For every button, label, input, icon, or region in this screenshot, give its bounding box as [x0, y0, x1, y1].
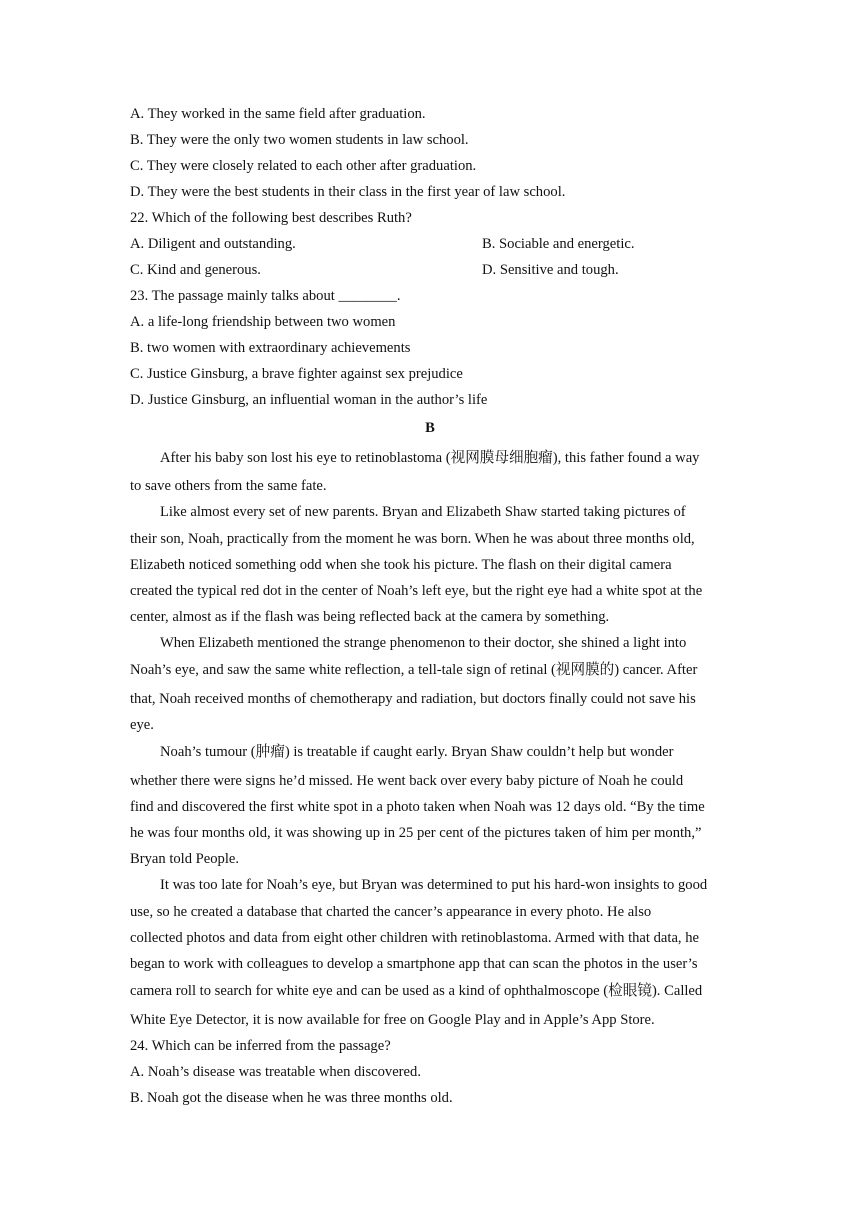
passage-line: to save others from the same fate. [130, 478, 327, 494]
passage-line: whether there were signs he’d missed. He went back over every baby picture of Noah he could [130, 773, 684, 789]
passage-line: eye. [130, 717, 154, 733]
passage-line: began to work with colleagues to develop a smartphone app that can scan the photos in the user’s [130, 956, 698, 972]
passage-line: created the typical red dot in the center of Noah’s left eye, but the right eye had a white spot at the [130, 583, 703, 599]
passage-line: camera roll to search for white eye and can be used as a kind of ophthalmoscope (检眼镜). Called [130, 983, 703, 999]
passage-line: collected photos and data from eight other children with retinoblastoma. Armed with that data, he [130, 930, 699, 946]
q24-option-b: B. Noah got the disease when he was three months old. [130, 1090, 453, 1106]
passage-line: their son, Noah, practically from the moment he was born. When he was about three months old, [130, 531, 695, 547]
q22-option-d: D. Sensitive and tough. [482, 262, 619, 278]
passage-line: find and discovered the first white spot in a photo taken when Noah was 12 days old. “By the time [130, 799, 705, 815]
q22-option-a: A. Diligent and outstanding. [130, 236, 296, 252]
q24-option-a: A. Noah’s disease was treatable when discovered. [130, 1064, 421, 1080]
q22-option-c: C. Kind and generous. [130, 262, 261, 278]
q23-option-b: B. two women with extraordinary achievements [130, 340, 411, 356]
passage-line: Noah’s eye, and saw the same white reflection, a tell-tale sign of retinal (视网膜的) cancer. After [130, 662, 698, 678]
q21-option-d: D. They were the best students in their class in the first year of law school. [130, 184, 566, 200]
q21-option-a: A. They worked in the same field after graduation. [130, 106, 426, 122]
passage-line: use, so he created a database that charted the cancer’s appearance in every photo. He also [130, 904, 652, 920]
passage-line: Bryan told People. [130, 851, 240, 867]
passage-line: Elizabeth noticed something odd when she took his picture. The flash on their digital camera [130, 557, 672, 573]
q22-option-b: B. Sociable and energetic. [482, 236, 635, 252]
passage-line: he was four months old, it was showing up in 25 per cent of the pictures taken of him per month,” [130, 825, 702, 841]
q23-question: 23. The passage mainly talks about ________. [130, 288, 401, 304]
passage-line: Noah’s tumour (肿瘤) is treatable if caught early. Bryan Shaw couldn’t help but wonder [160, 744, 674, 760]
q23-option-d: D. Justice Ginsburg, an influential woman in the author’s life [130, 392, 488, 408]
section-b-heading: B [425, 420, 435, 436]
passage-line: It was too late for Noah’s eye, but Bryan was determined to put his hard-won insights to good [160, 877, 708, 893]
passage-line: When Elizabeth mentioned the strange phenomenon to their doctor, she shined a light into [160, 635, 687, 651]
passage-line: Like almost every set of new parents. Bryan and Elizabeth Shaw started taking pictures of [160, 504, 686, 520]
q24-question: 24. Which can be inferred from the passage? [130, 1038, 391, 1054]
passage-line: that, Noah received months of chemotherapy and radiation, but doctors finally could not save his [130, 691, 696, 707]
q23-option-a: A. a life-long friendship between two women [130, 314, 396, 330]
q23-option-c: C. Justice Ginsburg, a brave fighter against sex prejudice [130, 366, 463, 382]
q22-question: 22. Which of the following best describes Ruth? [130, 210, 412, 226]
passage-line: center, almost as if the flash was being reflected back at the camera by something. [130, 609, 610, 625]
passage-line: After his baby son lost his eye to retinoblastoma (视网膜母细胞瘤), this father found a way [160, 450, 700, 466]
passage-line: White Eye Detector, it is now available for free on Google Play and in Apple’s App Store. [130, 1012, 655, 1028]
q21-option-c: C. They were closely related to each other after graduation. [130, 158, 477, 174]
q21-option-b: B. They were the only two women students in law school. [130, 132, 469, 148]
